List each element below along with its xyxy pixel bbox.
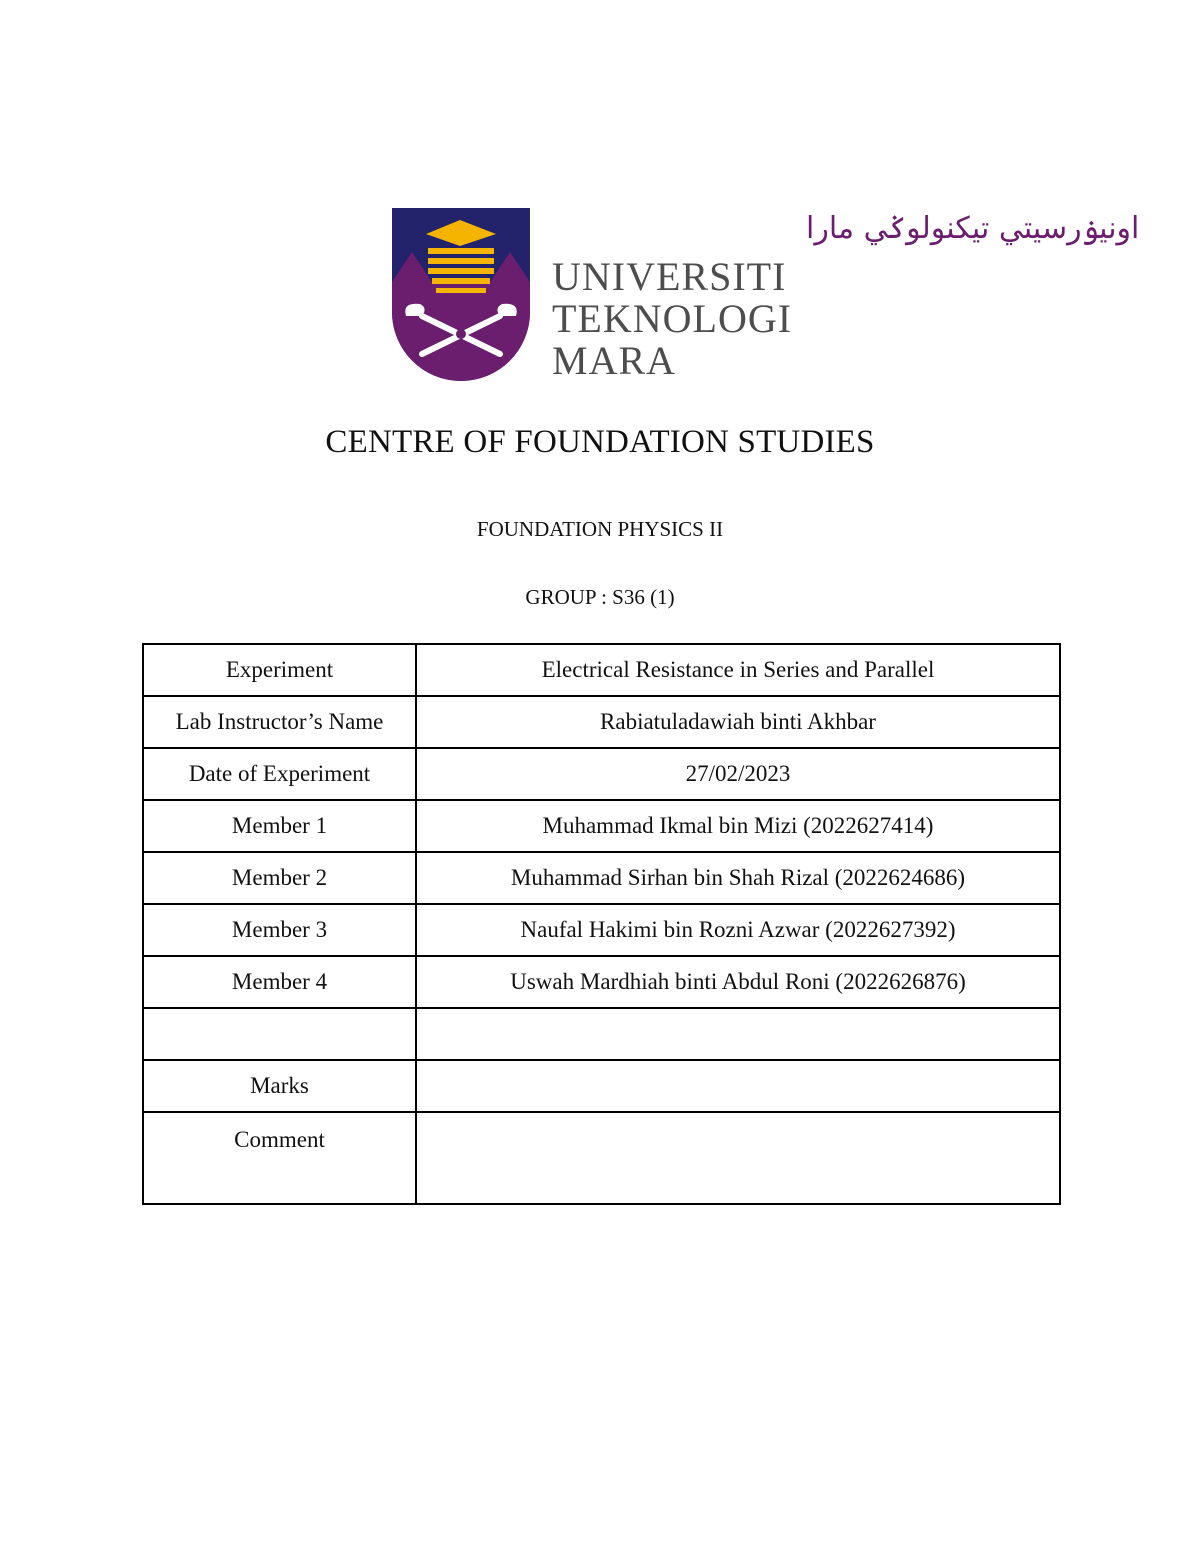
row-label: Date of Experiment [143,748,416,800]
table-row [143,852,1060,904]
row-label: Experiment [143,644,416,696]
crest-icon [392,208,530,381]
row-value: Naufal Hakimi bin Rozni Azwar (2022627392) [416,904,1060,956]
logo-wordmark-line1: UNIVERSITI [552,254,787,299]
logo-wordmark-line2: TEKNOLOGI [552,296,793,341]
row-label: Member 3 [143,904,416,956]
row-label: Comment [143,1112,416,1204]
row-label: Marks [143,1060,416,1112]
row-value: Muhammad Sirhan bin Shah Rizal (2022624686) [416,852,1060,904]
university-logo [392,208,1140,383]
table-row [143,696,1060,748]
row-label: Member 4 [143,956,416,1008]
row-label: Member 1 [143,800,416,852]
row-label [143,1008,416,1060]
logo-arabic-text: اونيۏرسيتي تيكنولوݢي مارا [806,211,1140,246]
row-value [416,1008,1060,1060]
comment-cell [416,1112,1060,1204]
table-row [143,904,1060,956]
table-row [143,748,1060,800]
row-label: Lab Instructor’s Name [143,696,416,748]
row-value: Rabiatuladawiah binti Akhbar [416,696,1060,748]
course-title: FOUNDATION PHYSICS II [476,517,724,541]
table-row [143,800,1060,852]
group-label: GROUP : S36 (1) [525,585,675,609]
row-value: Electrical Resistance in Series and Parallel [416,644,1060,696]
table-row [143,644,1060,696]
row-value: 27/02/2023 [416,748,1060,800]
table-row [143,956,1060,1008]
table-row [143,1112,1060,1204]
marks-cell [416,1060,1060,1112]
table-row [143,1008,1060,1060]
logo-wordmark-line3: MARA [552,338,677,383]
table-row [143,1060,1060,1112]
row-value: Muhammad Ikmal bin Mizi (2022627414) [416,800,1060,852]
report-info-table [142,643,1061,1205]
row-value: Uswah Mardhiah binti Abdul Roni (2022626876) [416,956,1060,1008]
row-label: Member 2 [143,852,416,904]
centre-title: CENTRE OF FOUNDATION STUDIES [325,424,875,460]
